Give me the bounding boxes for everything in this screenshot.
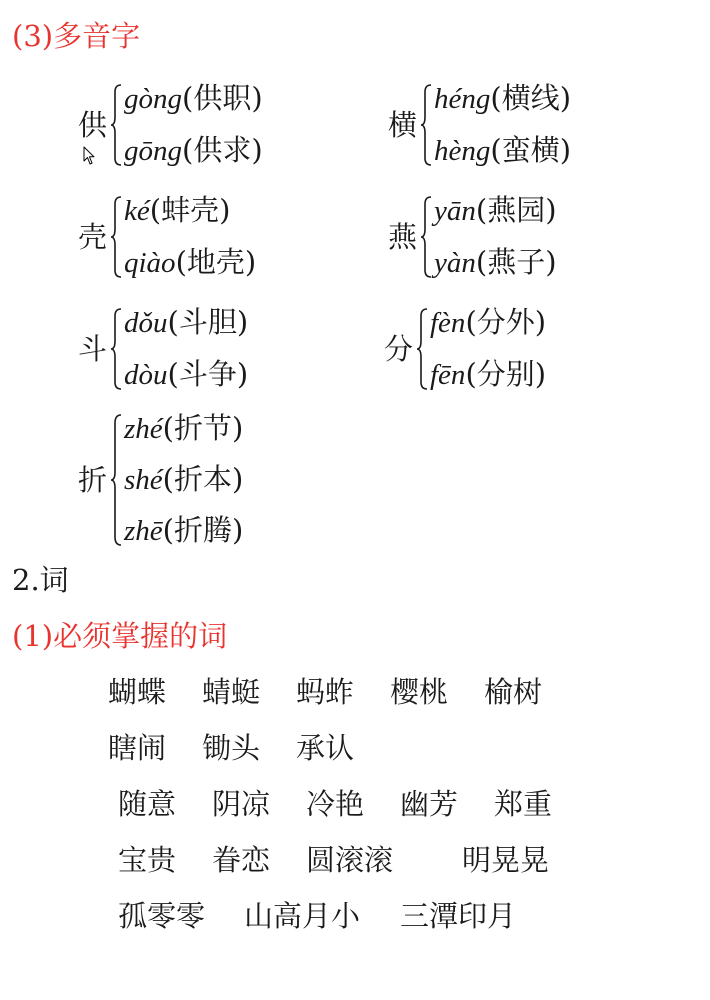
pinyin: yān bbox=[434, 195, 476, 227]
brace-icon bbox=[420, 84, 432, 166]
pinyin: yàn bbox=[434, 247, 476, 279]
reading-entry bbox=[430, 358, 546, 391]
example-word: (蛮横) bbox=[490, 133, 572, 167]
word-item: 眷恋 bbox=[212, 843, 271, 877]
polyphone-char: 折 bbox=[78, 463, 108, 497]
pinyin: qiào bbox=[124, 247, 176, 279]
reading-entry bbox=[124, 358, 248, 391]
word-item: 瞎闹 bbox=[108, 731, 167, 765]
example-word: (折本) bbox=[162, 462, 244, 496]
word-item: 圆滚滚 bbox=[306, 843, 394, 877]
brace-icon bbox=[420, 196, 432, 278]
pinyin: shé bbox=[124, 464, 163, 496]
word-item: 明晃晃 bbox=[462, 843, 550, 877]
pinyin: fēn bbox=[430, 359, 466, 391]
pinyin: zhē bbox=[124, 515, 163, 547]
reading-entry bbox=[430, 306, 546, 339]
example-word: (分外) bbox=[465, 305, 547, 339]
word-item: 榆树 bbox=[484, 675, 543, 709]
reading-entry bbox=[434, 246, 557, 279]
polyphone-char: 斗 bbox=[78, 332, 108, 366]
example-word: (斗争) bbox=[167, 357, 249, 391]
reading-entry bbox=[124, 134, 263, 167]
polyphone-char: 横 bbox=[388, 108, 418, 142]
brace-icon bbox=[110, 414, 122, 546]
section-heading-polyphones: (3)多音字 bbox=[12, 19, 141, 53]
brace-icon bbox=[110, 84, 122, 166]
example-word: (蚌壳) bbox=[149, 193, 231, 227]
word-item: 山高月小 bbox=[244, 899, 361, 933]
reading-entry bbox=[434, 134, 571, 167]
reading-entry bbox=[434, 82, 571, 115]
pinyin: fèn bbox=[430, 307, 466, 339]
brace-icon bbox=[110, 196, 122, 278]
example-word: (燕子) bbox=[475, 245, 557, 279]
brace-icon bbox=[110, 308, 122, 390]
word-item: 宝贵 bbox=[118, 843, 177, 877]
example-word: (折节) bbox=[162, 411, 244, 445]
pinyin: gōng bbox=[124, 135, 182, 167]
example-word: (横线) bbox=[490, 81, 572, 115]
pinyin: dòu bbox=[124, 359, 168, 391]
reading-entry bbox=[124, 194, 230, 227]
pinyin: héng bbox=[434, 83, 491, 115]
pinyin: hèng bbox=[434, 135, 491, 167]
polyphone-char: 分 bbox=[384, 332, 414, 366]
reading-entry bbox=[124, 82, 263, 115]
word-item: 孤零零 bbox=[118, 899, 206, 933]
reading-entry bbox=[124, 463, 243, 496]
word-item: 随意 bbox=[118, 787, 177, 821]
example-word: (折腾) bbox=[162, 513, 244, 547]
word-item: 郑重 bbox=[494, 787, 553, 821]
pinyin: gòng bbox=[124, 83, 182, 115]
word-item: 三潭印月 bbox=[400, 899, 517, 933]
word-item: 阴凉 bbox=[212, 787, 271, 821]
word-item: 樱桃 bbox=[390, 675, 449, 709]
example-word: (地壳) bbox=[175, 245, 257, 279]
reading-entry bbox=[124, 412, 243, 445]
polyphone-char: 燕 bbox=[388, 220, 418, 254]
word-item: 承认 bbox=[296, 731, 355, 765]
word-item: 幽芳 bbox=[400, 787, 459, 821]
reading-entry bbox=[124, 514, 243, 547]
word-item: 冷艳 bbox=[306, 787, 365, 821]
example-word: (分别) bbox=[465, 357, 547, 391]
word-item: 蝴蝶 bbox=[108, 675, 167, 709]
reading-entry bbox=[124, 306, 248, 339]
word-item: 蜻蜓 bbox=[202, 675, 261, 709]
example-word: (燕园) bbox=[475, 193, 557, 227]
example-word: (供职) bbox=[182, 81, 263, 115]
brace-icon bbox=[416, 308, 428, 390]
reading-entry bbox=[124, 246, 256, 279]
example-word: (斗胆) bbox=[167, 305, 249, 339]
pinyin: zhé bbox=[124, 413, 163, 445]
section-heading-words: 2.词 bbox=[12, 563, 69, 597]
polyphone-char: 供 bbox=[78, 108, 108, 142]
example-word: (供求) bbox=[182, 133, 263, 167]
word-item: 锄头 bbox=[202, 731, 261, 765]
section-heading-must-master: (1)必须掌握的词 bbox=[12, 619, 228, 653]
pinyin: ké bbox=[124, 195, 150, 227]
polyphone-char: 壳 bbox=[78, 220, 108, 254]
pinyin: dǒu bbox=[124, 307, 168, 339]
word-item: 蚂蚱 bbox=[296, 675, 355, 709]
reading-entry bbox=[434, 194, 557, 227]
mouse-pointer-icon bbox=[83, 146, 95, 166]
